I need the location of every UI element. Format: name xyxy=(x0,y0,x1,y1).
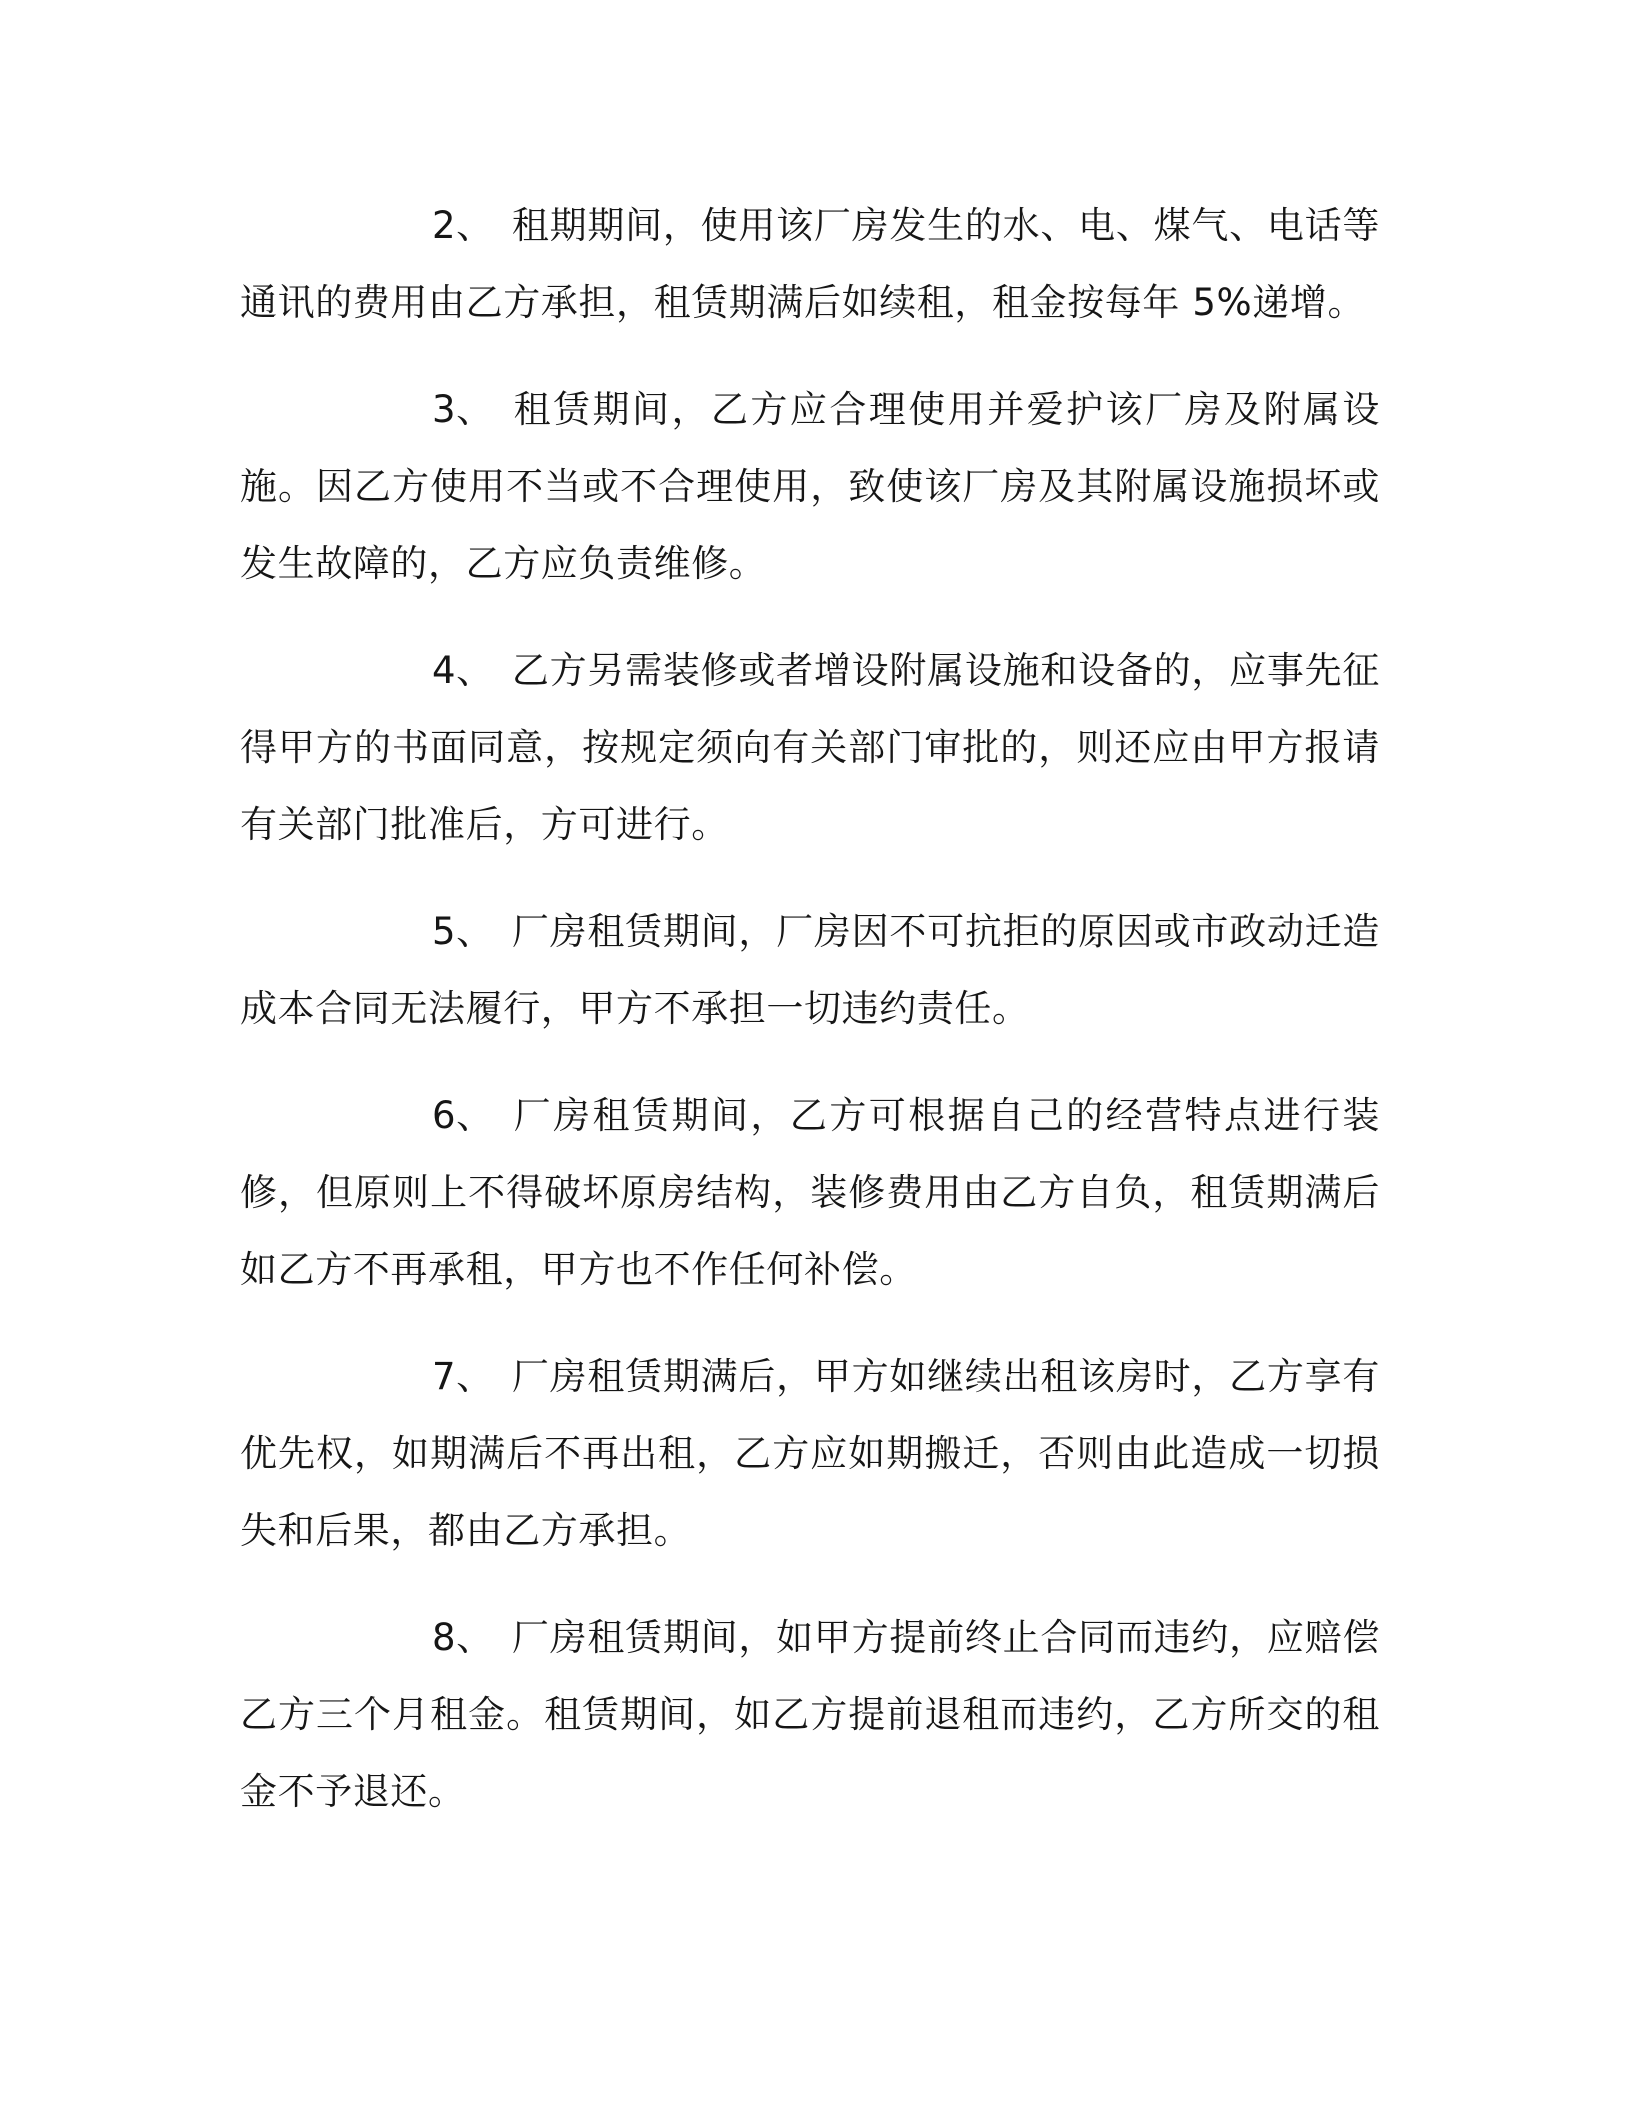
clause-text: 厂房租赁期满后，甲方如继续出租该房时，乙方享有优先权，如期满后不再出租，乙方应如期搬迁，否则由此造成一切损失和后果，都由乙方承担。 xyxy=(240,1355,1380,1552)
clause-8 xyxy=(240,1599,1380,1830)
clause-text: 租期期间，使用该厂房发生的水、电、煤气、电话等通讯的费用由乙方承担，租赁期满后如续租，租金按每年 5%递增。 xyxy=(240,204,1380,324)
clause-3 xyxy=(240,371,1380,602)
clause-4 xyxy=(240,632,1380,863)
clause-6 xyxy=(240,1077,1380,1308)
clause-2 xyxy=(240,187,1380,341)
clause-text: 厂房租赁期间，如甲方提前终止合同而违约，应赔偿乙方三个月租金。租赁期间，如乙方提前退租而违约，乙方所交的租金不予退还。 xyxy=(240,1616,1380,1813)
clause-number: 8、 xyxy=(432,1616,494,1659)
clause-text: 厂房租赁期间，厂房因不可抗拒的原因或市政动迁造成本合同无法履行，甲方不承担一切违约责任。 xyxy=(240,910,1380,1030)
clause-number: 3、 xyxy=(432,388,494,431)
clause-number: 2、 xyxy=(432,204,494,247)
clause-text: 厂房租赁期间，乙方可根据自己的经营特点进行装修，但原则上不得破坏原房结构，装修费用由乙方自负，租赁期满后如乙方不再承租，甲方也不作任何补偿。 xyxy=(240,1094,1380,1291)
clause-number: 7、 xyxy=(432,1355,494,1398)
clause-number: 5、 xyxy=(432,910,494,953)
clause-text: 乙方另需装修或者增设附属设施和设备的，应事先征得甲方的书面同意，按规定须向有关部门审批的，则还应由甲方报请有关部门批准后，方可进行。 xyxy=(240,649,1380,846)
clause-number: 4、 xyxy=(432,649,494,692)
clause-7 xyxy=(240,1338,1380,1569)
clause-5 xyxy=(240,893,1380,1047)
clause-text: 租赁期间，乙方应合理使用并爱护该厂房及附属设施。因乙方使用不当或不合理使用，致使该厂房及其附属设施损坏或发生故障的，乙方应负责维修。 xyxy=(240,388,1380,585)
contract-body xyxy=(240,187,1380,1860)
clause-number: 6、 xyxy=(432,1094,494,1137)
